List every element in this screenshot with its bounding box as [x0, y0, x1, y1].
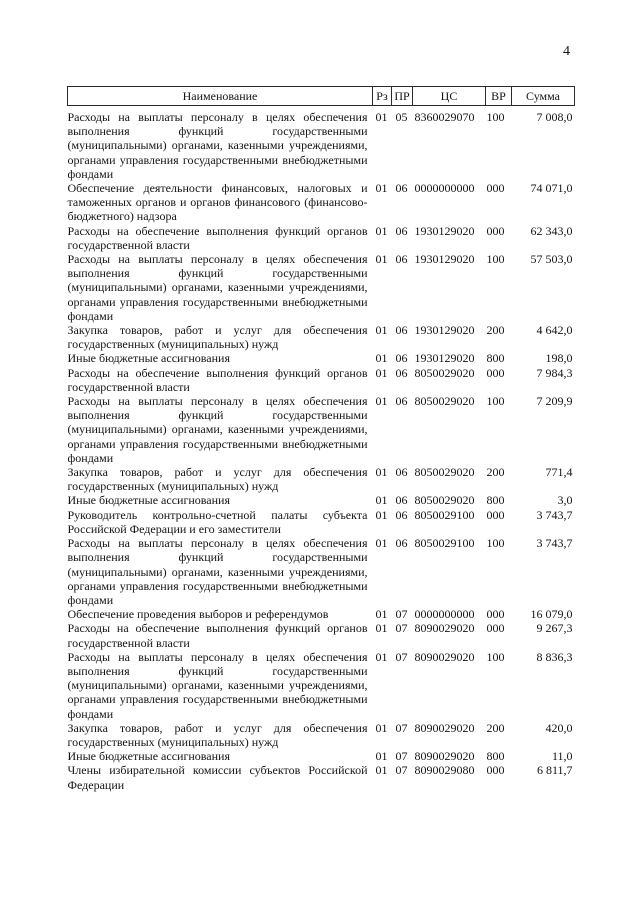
cell-rz: 01	[375, 465, 388, 480]
table-row	[68, 536, 575, 607]
cell-name: Закупка товаров, работ и услуг для обеспечения государственных (муниципальных) нужд	[67, 720, 368, 749]
page-number: 4	[563, 44, 570, 59]
cell-name: Расходы на выплаты персоналу в целях обеспечения выполнения функций государственными (муниципальными) органами, казенными учреждениями, органами управления государственными внебюджетными фондами	[67, 536, 368, 607]
cell-vr: 000	[486, 763, 505, 778]
table-row	[68, 621, 575, 649]
cell-sum: 3 743,7	[536, 507, 573, 522]
cell-rz: 01	[375, 323, 388, 338]
cell-pr: 06	[395, 323, 408, 338]
table-row	[68, 351, 575, 365]
cell-name: Расходы на выплаты персоналу в целях обеспечения выполнения функций государственными (муниципальными) органами, казенными учреждениями, органами управления государственными внебюджетными фондами	[67, 252, 368, 323]
cell-sum: 7 984,3	[536, 365, 573, 380]
cell-pr: 07	[395, 763, 408, 778]
cell-cs: 1930129020	[414, 252, 475, 267]
cell-name: Обеспечение проведения выборов и референдумов	[67, 607, 329, 622]
cell-cs: 8050029020	[414, 365, 475, 380]
cell-vr: 000	[486, 607, 505, 622]
cell-vr: 100	[486, 110, 505, 124]
table-row	[68, 181, 575, 224]
cell-rz: 01	[375, 351, 388, 366]
cell-rz: 01	[375, 749, 388, 764]
cell-vr: 000	[486, 365, 505, 380]
header-pr: ПР	[392, 87, 413, 106]
cell-sum: 198,0	[545, 351, 573, 366]
cell-sum: 420,0	[545, 720, 573, 735]
cell-rz: 01	[375, 110, 388, 124]
cell-rz: 01	[375, 181, 388, 196]
cell-cs: 8090029020	[414, 649, 475, 664]
cell-sum: 9 267,3	[536, 621, 573, 636]
cell-name: Расходы на обеспечение выполнения функций органов государственной власти	[67, 621, 368, 650]
header-name: Наименование	[68, 87, 373, 106]
cell-pr: 06	[395, 223, 408, 238]
cell-name: Члены избирательной комиссии субъектов Российской Федерации	[67, 763, 368, 792]
cell-rz: 01	[375, 649, 388, 664]
table-row	[68, 465, 575, 493]
header-rz: Рз	[373, 87, 392, 106]
cell-vr: 200	[486, 465, 505, 480]
table-row	[68, 394, 575, 465]
cell-name: Закупка товаров, работ и услуг для обеспечения государственных (муниципальных) нужд	[67, 465, 368, 494]
cell-pr: 07	[395, 649, 408, 664]
cell-name: Руководитель контрольно-счетной палаты субъекта Российской Федерации и его заместители	[67, 507, 368, 536]
table-row	[68, 721, 575, 749]
table-row	[68, 106, 575, 182]
cell-vr: 100	[486, 649, 505, 664]
cell-vr: 100	[486, 536, 505, 551]
cell-rz: 01	[375, 394, 388, 409]
cell-pr: 06	[395, 507, 408, 522]
cell-pr: 06	[395, 351, 408, 366]
cell-vr: 200	[486, 323, 505, 338]
cell-pr: 06	[395, 465, 408, 480]
cell-rz: 01	[375, 365, 388, 380]
table-body	[68, 106, 575, 792]
cell-vr: 200	[486, 720, 505, 735]
cell-sum: 6 811,7	[536, 763, 573, 778]
cell-vr: 000	[486, 223, 505, 238]
cell-sum: 3,0	[557, 493, 573, 508]
header-vr: ВР	[486, 87, 512, 106]
cell-rz: 01	[375, 536, 388, 551]
cell-name: Иные бюджетные ассигнования	[67, 351, 230, 366]
cell-vr: 000	[486, 507, 505, 522]
cell-pr: 07	[395, 720, 408, 735]
cell-sum: 7 209,9	[536, 394, 573, 409]
cell-pr: 06	[395, 394, 408, 409]
table-row	[68, 650, 575, 721]
cell-pr: 06	[395, 365, 408, 380]
table-row	[68, 493, 575, 507]
cell-sum: 16 079,0	[530, 607, 573, 622]
cell-cs: 8050029100	[414, 536, 475, 551]
cell-pr: 07	[395, 749, 408, 764]
cell-name: Закупка товаров, работ и услуг для обеспечения государственных (муниципальных) нужд	[67, 323, 368, 352]
cell-vr: 800	[486, 749, 505, 764]
cell-sum: 11,0	[551, 749, 573, 764]
cell-sum: 3 743,7	[536, 536, 573, 551]
cell-name: Расходы на выплаты персоналу в целях обеспечения выполнения функций государственными (муниципальными) органами, казенными учреждениями, органами управления государственными внебюджетными фондами	[67, 110, 368, 181]
budget-table	[67, 86, 575, 792]
table-row	[68, 749, 575, 763]
table-row	[68, 224, 575, 252]
cell-cs: 8050029020	[414, 394, 475, 409]
table-header-row	[68, 87, 575, 106]
table-row	[68, 607, 575, 621]
cell-sum: 57 503,0	[530, 252, 573, 267]
cell-cs: 0000000000	[414, 607, 475, 622]
cell-cs: 8090029080	[414, 763, 475, 778]
header-sum: Сумма	[512, 87, 575, 106]
cell-pr: 07	[395, 607, 408, 622]
cell-rz: 01	[375, 507, 388, 522]
header-cs: ЦС	[413, 87, 486, 106]
cell-cs: 8050029100	[414, 507, 475, 522]
cell-vr: 800	[486, 351, 505, 366]
cell-pr: 06	[395, 252, 408, 267]
cell-rz: 01	[375, 763, 388, 778]
cell-cs: 1930129020	[414, 223, 475, 238]
cell-rz: 01	[375, 493, 388, 508]
cell-vr: 800	[486, 493, 505, 508]
cell-vr: 100	[486, 394, 505, 409]
cell-name: Расходы на обеспечение выполнения функций органов государственной власти	[67, 223, 368, 252]
cell-vr: 100	[486, 252, 505, 267]
cell-name: Иные бюджетные ассигнования	[67, 493, 230, 508]
cell-cs: 1930129020	[414, 351, 475, 366]
cell-cs: 8090029020	[414, 720, 475, 735]
cell-pr: 06	[395, 181, 408, 196]
cell-rz: 01	[375, 607, 388, 622]
cell-sum: 4 642,0	[536, 323, 573, 338]
cell-sum: 8 836,3	[536, 649, 573, 664]
cell-pr: 06	[395, 493, 408, 508]
cell-cs: 8360029070	[414, 110, 475, 124]
cell-cs: 0000000000	[414, 181, 475, 196]
cell-rz: 01	[375, 621, 388, 636]
cell-vr: 000	[486, 181, 505, 196]
cell-name: Расходы на выплаты персоналу в целях обеспечения выполнения функций государственными (муниципальными) органами, казенными учреждениями, органами управления государственными внебюджетными фондами	[67, 649, 368, 721]
cell-name: Обеспечение деятельности финансовых, налоговых и таможенных органов и органов финансового (финансово-бюджетного) надзора	[67, 181, 368, 224]
cell-pr: 06	[395, 536, 408, 551]
cell-cs: 1930129020	[414, 323, 475, 338]
cell-cs: 8090029020	[414, 621, 475, 636]
cell-name: Расходы на выплаты персоналу в целях обеспечения выполнения функций государственными (муниципальными) органами, казенными учреждениями, органами управления государственными внебюджетными фондами	[67, 394, 368, 465]
cell-cs: 8050029020	[414, 465, 475, 480]
cell-vr: 000	[486, 621, 505, 636]
cell-sum: 62 343,0	[530, 223, 573, 238]
cell-sum: 771,4	[545, 465, 573, 480]
table-row	[68, 763, 575, 791]
table-row	[68, 252, 575, 323]
cell-cs: 8090029020	[414, 749, 475, 764]
table-row	[68, 366, 575, 394]
cell-cs: 8050029020	[414, 493, 475, 508]
cell-sum: 7 008,0	[536, 110, 573, 124]
table-row	[68, 508, 575, 536]
cell-pr: 07	[395, 621, 408, 636]
table-row	[68, 323, 575, 351]
cell-pr: 05	[395, 110, 408, 124]
cell-rz: 01	[375, 720, 388, 735]
cell-rz: 01	[375, 223, 388, 238]
cell-sum: 74 071,0	[530, 181, 573, 196]
cell-name: Иные бюджетные ассигнования	[67, 749, 230, 764]
cell-rz: 01	[375, 252, 388, 267]
cell-name: Расходы на обеспечение выполнения функций органов государственной власти	[67, 365, 368, 394]
